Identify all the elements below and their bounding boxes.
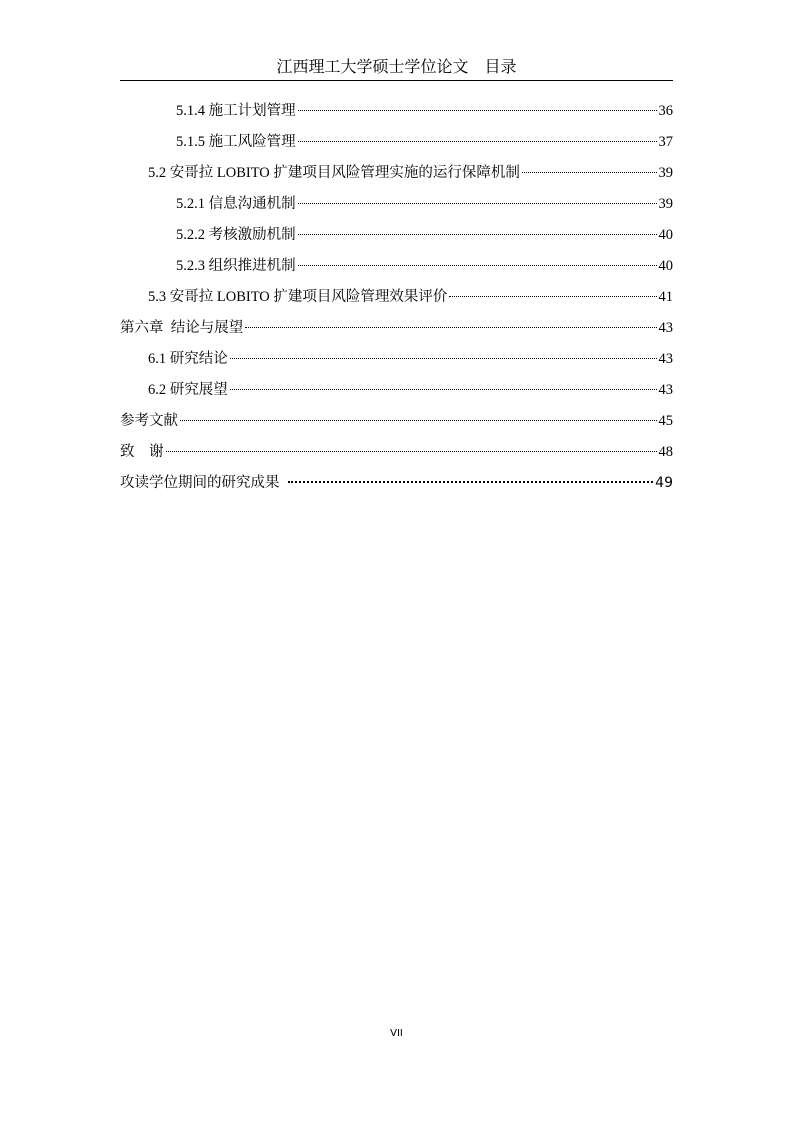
toc-entry-5-2-1[interactable] [120, 193, 673, 224]
toc-entry-5-1-5[interactable] [120, 131, 673, 162]
toc-entry-title: 5.1.4 施工计划管理 [176, 103, 296, 119]
toc-entry-5-2[interactable] [120, 162, 673, 193]
toc-entry-5-3[interactable] [120, 286, 673, 317]
toc-entry-title: 攻读学位期间的研究成果 [120, 475, 280, 491]
toc-entry-page: 40 [658, 258, 673, 274]
toc-leader-dots [166, 451, 657, 452]
toc-entry-research-achievements[interactable] [120, 472, 673, 503]
toc-entry-5-2-3[interactable] [120, 255, 673, 286]
header-title: 江西理工大学硕士学位论文 目录 [276, 59, 517, 76]
toc-entry-page: 36 [658, 103, 673, 119]
toc-entry-6-2[interactable] [120, 379, 673, 410]
toc-entry-page: 40 [658, 227, 673, 243]
toc-leader-dots [298, 141, 657, 142]
toc-entry-references[interactable] [120, 410, 673, 441]
toc-leader-dots [230, 358, 657, 359]
toc-leader-dots [298, 265, 657, 266]
toc-leader-dots [245, 327, 656, 328]
page-header [120, 58, 673, 81]
toc-entry-title: 第六章 结论与展望 [120, 320, 244, 336]
toc-leader-dots [298, 234, 657, 235]
page-number: VII [390, 1028, 403, 1039]
toc-entry-page: 48 [658, 444, 673, 460]
toc-entry-title: 致 谢 [120, 444, 164, 460]
toc-entry-page: 43 [658, 351, 673, 367]
toc-leader-dots [180, 420, 657, 421]
toc-entry-5-2-2[interactable] [120, 224, 673, 255]
toc-entry-title: 5.2 安哥拉 LOBITO 扩建项目风险管理实施的运行保障机制 [148, 165, 520, 181]
toc-entry-title: 5.2.3 组织推进机制 [176, 258, 296, 274]
toc-entry-acknowledgements[interactable] [120, 441, 673, 472]
toc-entry-page: 45 [658, 413, 673, 429]
toc-entry-title: 5.2.1 信息沟通机制 [176, 196, 296, 212]
toc-entry-page: 41 [658, 289, 673, 305]
toc-entry-title: 6.2 研究展望 [148, 382, 228, 398]
toc-leader-dots [288, 481, 654, 483]
toc-entry-title: 5.3 安哥拉 LOBITO 扩建项目风险管理效果评价 [148, 289, 448, 305]
toc-entry-5-1-4[interactable] [120, 100, 673, 131]
toc-entry-page: 39 [658, 196, 673, 212]
toc-leader-dots [522, 172, 657, 173]
toc-leader-dots [449, 296, 656, 297]
toc-entry-title: 参考文献 [120, 413, 178, 429]
toc-entry-title: 6.1 研究结论 [148, 351, 228, 367]
toc-leader-dots [230, 389, 657, 390]
toc-leader-dots [298, 203, 657, 204]
table-of-contents [120, 100, 673, 503]
toc-entry-page: 43 [658, 382, 673, 398]
toc-entry-title: 5.2.2 考核激励机制 [176, 227, 296, 243]
toc-entry-6-1[interactable] [120, 348, 673, 379]
page-footer [0, 1028, 793, 1039]
toc-entry-page: 49 [655, 475, 673, 491]
toc-leader-dots [298, 110, 657, 111]
toc-entry-chapter-6[interactable] [120, 317, 673, 348]
toc-entry-page: 43 [658, 320, 673, 336]
toc-entry-page: 37 [658, 134, 673, 150]
toc-entry-title: 5.1.5 施工风险管理 [176, 134, 296, 150]
toc-entry-page: 39 [658, 165, 673, 181]
